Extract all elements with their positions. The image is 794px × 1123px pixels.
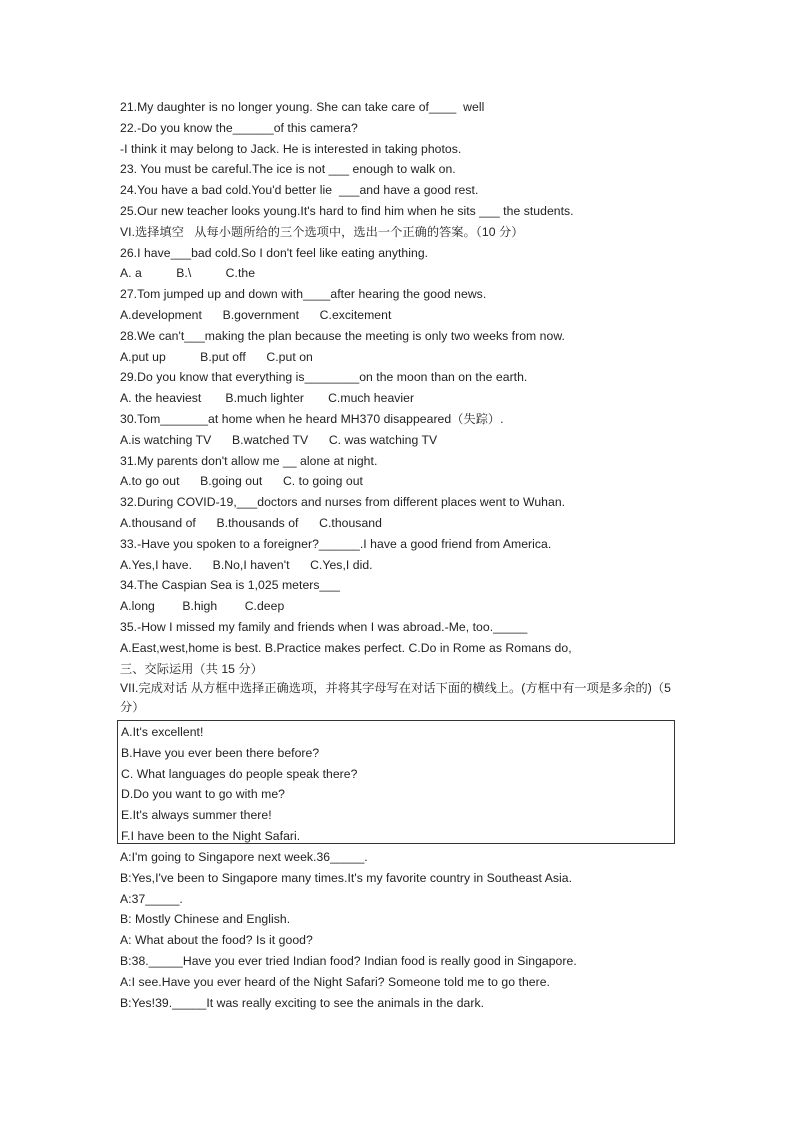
dialogue-line: A:37_____. <box>120 891 183 906</box>
text-line: 27.Tom jumped up and down with____after hearing the good news. <box>120 287 487 302</box>
text-line: 三、交际运用（共 15 分） <box>120 661 263 676</box>
text-line: 30.Tom_______at home when he heard MH370 disappeared（失踪）. <box>120 412 504 426</box>
text-line: A.is watching TV B.watched TV C. was watching TV <box>120 432 438 447</box>
text-line: A. a B.\ C.the <box>120 266 256 281</box>
text-line: 24.You have a bad cold.You'd better lie ___and have a good rest. <box>120 183 479 198</box>
option-item: A.It's excellent! <box>121 725 204 739</box>
text-line: 32.During COVID-19,___doctors and nurses from different places went to Wuhan. <box>120 495 566 510</box>
text-line: 34.The Caspian Sea is 1,025 meters___ <box>120 578 341 593</box>
text-line: VI.选择填空 从每小题所给的三个选项中，选出一个正确的答案。（10 分） <box>120 224 524 239</box>
text-line: 29.Do you know that everything is________on the moon than on the earth. <box>120 370 528 385</box>
text-line: A.to go out B.going out C. to going out <box>120 474 363 489</box>
text-line: 31.My parents don't allow me __ alone at night. <box>120 453 378 468</box>
dialogue-line: A:I'm going to Singapore next week.36_____. <box>120 850 368 864</box>
text-line: -I think it may belong to Jack. He is interested in taking photos. <box>120 141 462 156</box>
text-line: A.thousand of B.thousands of C.thousand <box>120 516 382 530</box>
text-line: A.development B.government C.excitement <box>120 308 392 322</box>
dialogue-line: B: Mostly Chinese and English. <box>120 912 291 927</box>
text-line: 25.Our new teacher looks young.It's hard to find him when he sits ___ the students. <box>120 204 574 218</box>
option-item: D.Do you want to go with me? <box>121 787 285 802</box>
option-item: C. What languages do people speak there? <box>121 766 358 781</box>
text-line: 35.-How I missed my family and friends when I was abroad.-Me, too._____ <box>120 620 528 634</box>
section-heading-vii: VII.完成对话 从方框中选择正确选项，并将其字母写在对话下面的横线上。(方框中有一项是多余的)（5 分） <box>120 681 671 714</box>
dialogue-line: B:38._____Have you ever tried Indian food? Indian food is really good in Singapore. <box>120 954 577 968</box>
option-item: E.It's always summer there! <box>121 808 272 823</box>
text-line: 21.My daughter is no longer young. She can take care of____ well <box>120 100 485 114</box>
dialogue-line: A: What about the food? Is it good? <box>120 933 313 948</box>
text-line: A.Yes,I have. B.No,I haven't C.Yes,I did. <box>120 557 373 572</box>
dialogue-line: B:Yes,I've been to Singapore many times.It's my favorite country in Southeast Asia. <box>120 870 573 885</box>
text-line: 22.-Do you know the______of this camera? <box>120 120 358 135</box>
text-line: A.East,west,home is best. B.Practice makes perfect. C.Do in Rome as Romans do, <box>120 640 572 655</box>
option-item: B.Have you ever been there before? <box>121 745 320 760</box>
dialogue-line: A:I see.Have you ever heard of the Night Safari? Someone told me to go there. <box>120 974 550 989</box>
text-line: 33.-Have you spoken to a foreigner?______.I have a good friend from America. <box>120 536 552 551</box>
text-line: 23. You must be careful.The ice is not ___ enough to walk on. <box>120 162 456 177</box>
text-line: A.long B.high C.deep <box>120 599 285 614</box>
text-line: A. the heaviest B.much lighter C.much heavier <box>120 391 415 406</box>
text-line: 26.I have___bad cold.So I don't feel like eating anything. <box>120 245 429 260</box>
dialogue-line: B:Yes!39._____It was really exciting to see the animals in the dark. <box>120 995 485 1010</box>
text-line: 28.We can't___making the plan because the meeting is only two weeks from now. <box>120 328 565 343</box>
text-line: A.put up B.put off C.put on <box>120 349 313 364</box>
option-item: F.I have been to the Night Safari. <box>121 829 301 843</box>
